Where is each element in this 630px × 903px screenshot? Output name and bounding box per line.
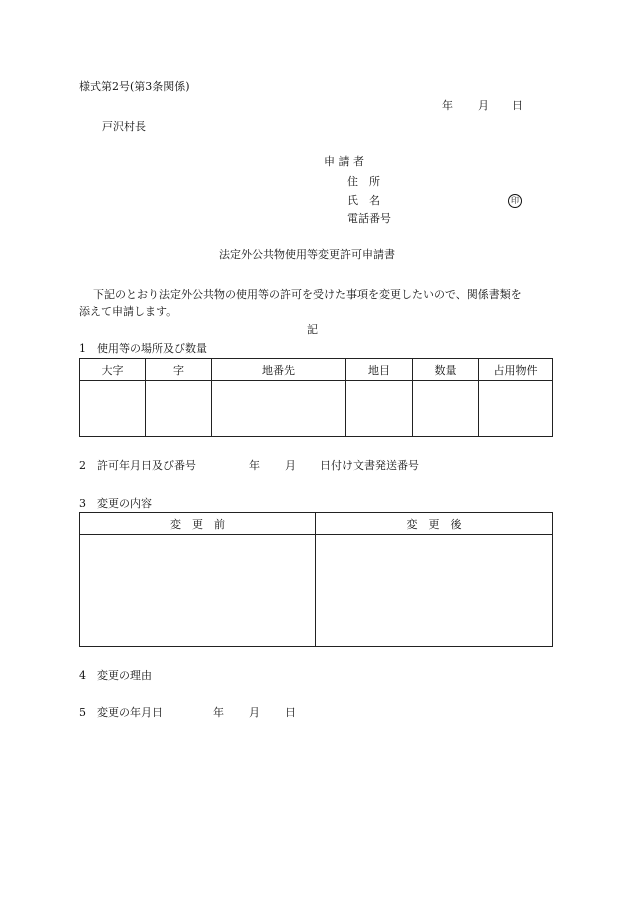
applicant-heading: 申 請 者	[324, 155, 364, 168]
change-table-header	[80, 513, 553, 535]
body-line-1: 下記のとおり法定外公共物の使用等の許可を受けた事項を変更したいので、関係書類を	[93, 288, 522, 301]
cell-senyo-bukken[interactable]	[479, 381, 553, 437]
form-number: 様式第2号(第3条関係)	[79, 80, 190, 93]
document-title: 法定外公共物使用等変更許可申請書	[219, 248, 395, 261]
address-label: 住 所	[347, 175, 380, 188]
table-row	[80, 381, 553, 437]
cell-after[interactable]	[316, 535, 553, 647]
date-month-label: 月	[478, 99, 489, 112]
phone-label: 電話番号	[347, 212, 391, 225]
col-chimoku: 地目	[346, 359, 413, 381]
cell-chibansaki[interactable]	[212, 381, 346, 437]
body-line-2: 添えて申請します。	[79, 305, 178, 318]
change-table	[79, 512, 553, 647]
section2-month-label: 月	[285, 459, 296, 472]
section2-year-label: 年	[249, 459, 260, 472]
col-senyo-bukken: 占用物件	[479, 359, 553, 381]
cell-oaza[interactable]	[80, 381, 146, 437]
date-year-label: 年	[442, 99, 453, 112]
col-suryo: 数量	[413, 359, 479, 381]
table-row	[80, 535, 553, 647]
seal-mark: 印	[508, 194, 522, 208]
addressee: 戸沢村長	[102, 120, 146, 133]
cell-before[interactable]	[80, 535, 316, 647]
section1-heading: 1 使用等の場所及び数量	[79, 342, 207, 355]
section5-day-label: 日	[285, 706, 296, 719]
col-after: 変 更 後	[316, 513, 553, 535]
cell-aza[interactable]	[146, 381, 212, 437]
name-label: 氏 名	[347, 194, 380, 207]
date-day-label: 日	[512, 99, 523, 112]
section5-heading: 5 変更の年月日	[79, 706, 163, 719]
location-table	[79, 358, 553, 437]
section5-year-label: 年	[213, 706, 224, 719]
location-table-header	[80, 359, 553, 381]
col-aza: 字	[146, 359, 212, 381]
seal-icon	[508, 193, 522, 208]
section2-rest-label: 日付け文書発送番号	[320, 459, 419, 472]
cell-suryo[interactable]	[413, 381, 479, 437]
section5-month-label: 月	[249, 706, 260, 719]
section4-heading: 4 変更の理由	[79, 669, 152, 682]
section3-heading: 3 変更の内容	[79, 497, 152, 510]
cell-chimoku[interactable]	[346, 381, 413, 437]
col-before: 変 更 前	[80, 513, 316, 535]
ki-mark: 記	[307, 323, 318, 336]
col-oaza: 大字	[80, 359, 146, 381]
section2-heading: 2 許可年月日及び番号	[79, 459, 196, 472]
col-chibansaki: 地番先	[212, 359, 346, 381]
